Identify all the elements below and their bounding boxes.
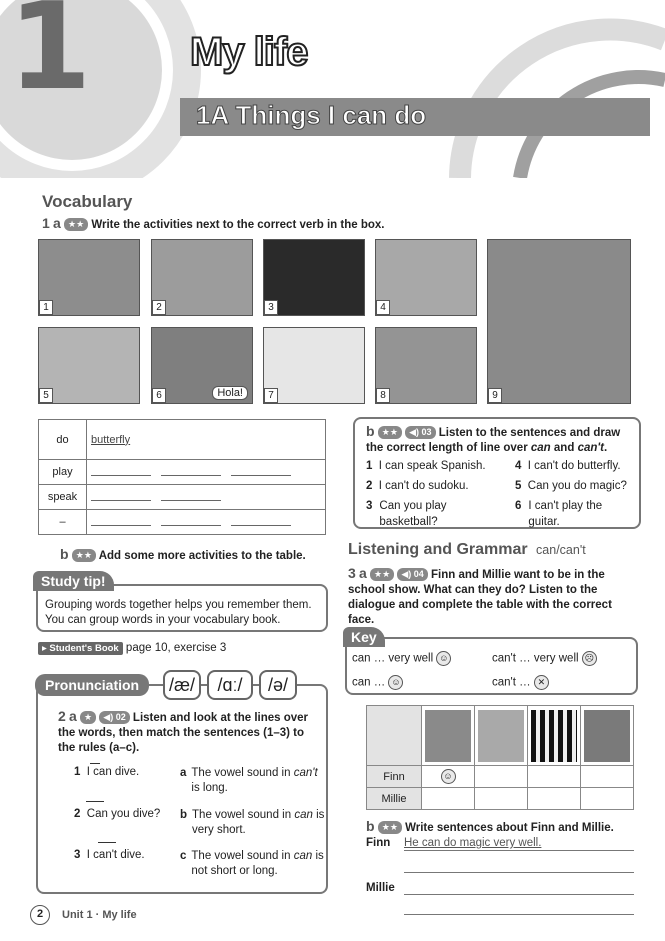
rule-letter: c xyxy=(180,850,187,862)
answer-cell[interactable] xyxy=(87,460,326,485)
sentence: I can't do sudoku. xyxy=(378,480,469,492)
students-book-ref xyxy=(38,642,226,654)
table-row xyxy=(367,766,634,788)
table-row xyxy=(39,485,326,510)
sentences-right xyxy=(515,458,635,530)
and-word: and xyxy=(553,442,575,454)
rule-b xyxy=(180,808,325,838)
photo-number: 3 xyxy=(264,300,278,315)
verb-cell: play xyxy=(39,460,87,485)
rule-text: The vowel sound in xyxy=(191,850,291,862)
ability-grid xyxy=(366,705,634,810)
header-arcs xyxy=(0,0,665,178)
photo-number: 6 xyxy=(152,388,166,403)
page-number: 2 xyxy=(30,905,50,925)
pron-sentence-2 xyxy=(74,808,160,820)
piano-image xyxy=(531,710,577,762)
photo-number: 5 xyxy=(39,388,53,403)
difficulty-stars: ★ xyxy=(80,711,96,724)
grid-cell[interactable] xyxy=(475,788,528,810)
photo-guitar xyxy=(375,327,477,404)
listening-heading: Listening and Grammar xyxy=(348,541,528,558)
finn-label: Finn xyxy=(366,837,391,849)
smiley-icon: ☺ xyxy=(436,651,451,666)
smiley-icon: ☺ xyxy=(388,675,403,690)
dancing-image xyxy=(478,710,524,762)
millie-label: Millie xyxy=(366,882,395,894)
cant-word: can't xyxy=(577,442,604,454)
instruction-text: Finn and Millie want to be in the school show. What can they do? Listen to the dialogue and complete the table with the correct face. xyxy=(348,569,612,626)
finn-example: He can do magic very well. xyxy=(404,837,542,849)
photo-number: 1 xyxy=(39,300,53,315)
study-tip-text: Grouping words together helps you remember them. You can group words in your vocabulary book. xyxy=(45,599,312,626)
rule-text: The vowel sound in xyxy=(192,809,292,821)
rule-word: can xyxy=(293,850,313,862)
vocab-table xyxy=(38,419,326,535)
footer-text: Unit 1 · My life xyxy=(62,909,137,921)
ex-letter: b xyxy=(366,423,375,439)
header-dancing xyxy=(475,706,528,766)
vowel-line-long xyxy=(98,842,116,843)
instruction-text: Listen to the sentences and draw the correct length of line over xyxy=(366,427,621,454)
pron-sentence-1 xyxy=(74,766,139,778)
photo-number: 8 xyxy=(376,388,390,403)
photo-hola xyxy=(151,327,253,404)
item-num: 4 xyxy=(515,460,522,472)
listen-instruction: b ★★ ◀) 03 Listen to the sentences and draw the correct length of line over can and can't. xyxy=(366,423,621,454)
grid-cell[interactable] xyxy=(422,788,475,810)
study-tip-label: Study tip! xyxy=(33,571,114,591)
photo-dancing xyxy=(375,239,477,316)
pron-sentence-3 xyxy=(74,849,145,861)
rule-letter: a xyxy=(180,767,187,779)
ex-letter: b xyxy=(60,546,69,562)
rule-word: can't xyxy=(293,767,318,779)
students-book-badge: ▸ Student's Book xyxy=(38,642,123,655)
row-label: Finn xyxy=(367,766,422,788)
listening-heading-row xyxy=(348,541,586,559)
grid-cell[interactable] xyxy=(528,766,581,788)
photo-number: 4 xyxy=(376,300,390,315)
track-number: 03 xyxy=(421,427,432,438)
badge-text: Student's Book xyxy=(49,643,119,654)
sentences-left xyxy=(366,458,506,530)
key-item-can-very-well xyxy=(352,651,451,666)
answer-cell[interactable] xyxy=(87,485,326,510)
photo-magic xyxy=(151,239,253,316)
verb-cell: speak xyxy=(39,485,87,510)
key-label: Key xyxy=(343,627,385,647)
corner-cell xyxy=(367,706,422,766)
sentence: I can dive. xyxy=(86,766,140,778)
smiley-icon: ☺ xyxy=(441,769,456,784)
difficulty-stars: ★★ xyxy=(378,821,402,834)
ex-letter: b xyxy=(366,818,375,834)
audio-icon[interactable]: ◀) 02 xyxy=(99,711,129,724)
key-item-cant-very-well xyxy=(492,651,597,666)
sound-aa: /ɑː/ xyxy=(207,670,253,700)
guitar-image xyxy=(584,710,630,762)
audio-icon[interactable]: ◀) 04 xyxy=(397,568,427,581)
grid-cell[interactable] xyxy=(475,766,528,788)
item-num: 6 xyxy=(515,500,522,512)
grid-cell[interactable] xyxy=(528,788,581,810)
pronunciation-label: Pronunciation xyxy=(35,674,149,696)
header-piano xyxy=(528,706,581,766)
key-text: can … very well xyxy=(352,652,434,665)
rule-a xyxy=(180,766,325,796)
rule-c xyxy=(180,849,325,879)
photo-diving xyxy=(487,239,631,404)
key-item-can xyxy=(352,675,403,690)
item-num: 5 xyxy=(515,480,522,492)
item-num: 3 xyxy=(366,500,373,512)
write-instruction xyxy=(366,819,614,836)
difficulty-stars: ★★ xyxy=(72,549,96,562)
item-num: 3 xyxy=(74,849,81,861)
magic-image xyxy=(425,710,471,762)
header-guitar xyxy=(581,706,634,766)
table-row xyxy=(39,510,326,535)
sound-ae: /æ/ xyxy=(163,670,201,700)
pron-instruction xyxy=(58,709,320,756)
vocab-instruction-1b xyxy=(60,547,306,564)
key-text: can … xyxy=(352,676,386,689)
photo-basketball xyxy=(38,327,140,404)
photo-number: 2 xyxy=(152,300,166,315)
grid-cell[interactable] xyxy=(581,766,634,788)
photo-gymnastics xyxy=(263,239,365,316)
difficulty-stars: ★★ xyxy=(64,218,88,231)
key-text: can't … very well xyxy=(492,652,579,665)
key-item-cant xyxy=(492,675,549,690)
sentence: Can you do magic? xyxy=(527,480,627,492)
rule-text: is very short. xyxy=(192,809,325,836)
rule-text: The vowel sound in xyxy=(191,767,291,779)
answer-line[interactable] xyxy=(404,914,634,915)
sentence: Can you play basketball? xyxy=(379,500,447,528)
cross-face-icon: ✕ xyxy=(534,675,549,690)
track-number: 04 xyxy=(413,569,424,580)
instruction-text: Add some more activities to the table. xyxy=(98,550,306,562)
difficulty-stars: ★★ xyxy=(378,426,402,439)
unit-title: My life xyxy=(190,30,308,74)
answer-cell[interactable] xyxy=(87,420,326,460)
table-row xyxy=(367,706,634,766)
answer-line[interactable] xyxy=(404,872,634,873)
table-row xyxy=(39,420,326,460)
difficulty-stars: ★★ xyxy=(370,568,394,581)
photo-number: 9 xyxy=(488,388,502,403)
item-num: 1 xyxy=(74,766,81,778)
rule-text: is long. xyxy=(191,782,228,794)
unit-header xyxy=(0,0,665,178)
answer-line[interactable] xyxy=(404,894,634,895)
frown-icon: ☹ xyxy=(582,651,597,666)
photo-number: 7 xyxy=(264,388,278,403)
verb-cell: – xyxy=(39,510,87,535)
vocab-instruction-1a xyxy=(42,216,422,233)
key-text: can't … xyxy=(492,676,531,689)
speech-bubble: Hola! xyxy=(212,386,248,400)
grid-cell[interactable] xyxy=(581,788,634,810)
sentence: I can speak Spanish. xyxy=(378,460,486,472)
instruction-text: Write sentences about Finn and Millie. xyxy=(405,822,614,834)
sentence: I can't play the guitar. xyxy=(528,500,603,528)
listening-subheading: can/can't xyxy=(536,543,586,557)
row-label: Millie xyxy=(367,788,422,810)
audio-icon[interactable]: ◀) 03 xyxy=(405,426,435,439)
item-num: 2 xyxy=(74,808,81,820)
ref-text: page 10, exercise 3 xyxy=(125,642,227,654)
instruction-text: Write the activities next to the correct verb in the box. xyxy=(91,219,385,231)
sentence: I can't dive. xyxy=(86,849,145,861)
sentence: Can you dive? xyxy=(86,808,161,820)
ex-letter: a xyxy=(69,708,77,724)
answer-cell[interactable] xyxy=(87,510,326,535)
vowel-line-short xyxy=(90,763,100,764)
unit-number: 1 xyxy=(8,0,92,117)
ex-number: 1 xyxy=(42,215,50,231)
ex-number: 2 xyxy=(58,708,66,724)
ex-letter: a xyxy=(359,565,367,581)
photo-swimming xyxy=(38,239,140,316)
verb-cell: do xyxy=(39,420,87,460)
photo-sudoku xyxy=(263,327,365,404)
rule-word: can xyxy=(294,809,313,821)
track-number: 02 xyxy=(115,712,126,723)
ex-number: 3 xyxy=(348,565,356,581)
instruction-text: Listen and look at the lines over the words, then match the sentences (1–3) to the rules (a–c). xyxy=(58,712,309,754)
example-answer: butterfly xyxy=(91,433,131,446)
rule-text: is not short or long. xyxy=(191,850,324,877)
item-num: 2 xyxy=(366,480,373,492)
table-row xyxy=(39,460,326,485)
header-magic xyxy=(422,706,475,766)
lesson-title: 1A Things I can do xyxy=(196,100,427,130)
vowel-line-medium xyxy=(86,801,104,802)
rule-letter: b xyxy=(180,809,188,821)
sentence: I can't do butterfly. xyxy=(527,460,621,472)
grid-cell[interactable] xyxy=(422,766,475,788)
ex-letter: a xyxy=(53,215,61,231)
answer-line[interactable] xyxy=(404,850,634,851)
item-num: 1 xyxy=(366,460,373,472)
vocabulary-heading: Vocabulary xyxy=(42,192,133,211)
listening-instruction xyxy=(348,566,633,628)
can-word: can xyxy=(530,442,551,454)
table-row xyxy=(367,788,634,810)
sound-schwa: /ə/ xyxy=(259,670,297,700)
